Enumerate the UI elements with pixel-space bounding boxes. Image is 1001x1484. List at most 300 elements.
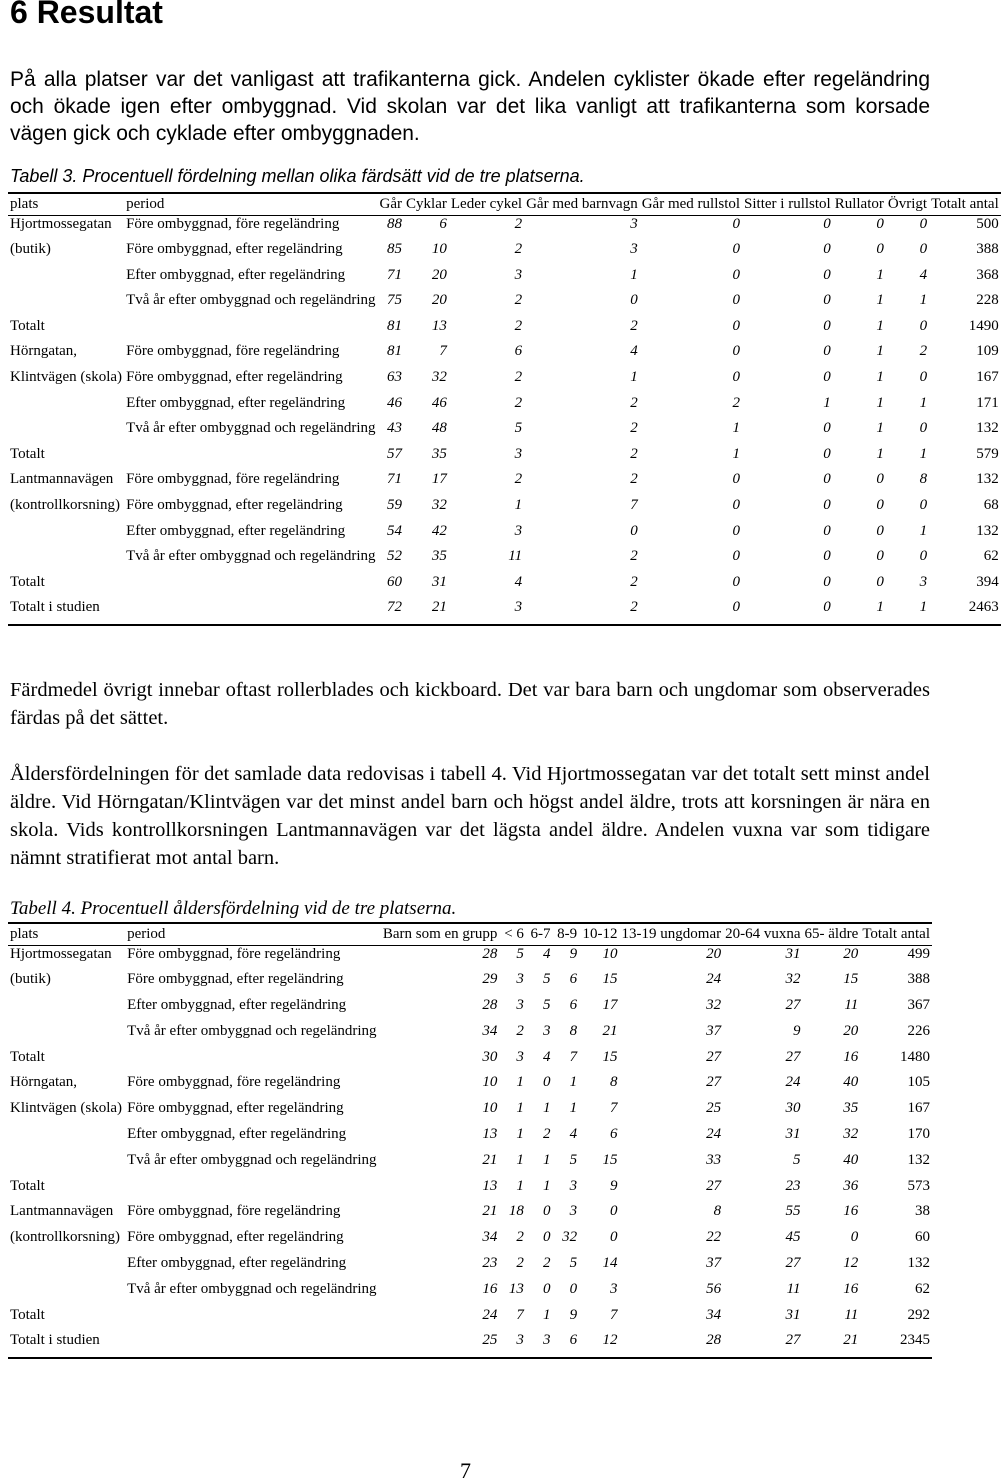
row-label: Hörngatan, xyxy=(10,1074,78,1091)
period-cell: Två år efter ombyggnad och regeländring xyxy=(126,420,376,437)
value-cell: 37 xyxy=(706,1022,722,1039)
value-cell: 23 xyxy=(785,1177,801,1194)
value-cell: 27 xyxy=(785,1048,801,1065)
table-row xyxy=(8,946,932,972)
value-cell: 1 xyxy=(876,445,884,462)
period-cell xyxy=(124,599,377,625)
row-label xyxy=(8,548,124,574)
value-cell: 43 xyxy=(387,420,403,437)
table-row xyxy=(8,1255,932,1281)
row-label: (butik) xyxy=(10,971,51,988)
period-cell: Två år efter ombyggnad och regeländring xyxy=(126,548,376,565)
row-label xyxy=(8,420,124,446)
value-cell: 14 xyxy=(602,1255,618,1272)
value-cell: 31 xyxy=(785,946,801,962)
value-cell: 54 xyxy=(387,522,403,539)
value-cell: 1 xyxy=(732,445,741,462)
value-cell: 0 xyxy=(919,420,928,437)
table-row xyxy=(8,497,1001,523)
period-cell xyxy=(124,574,377,600)
value-cell: 15 xyxy=(602,971,618,988)
value-cell: 3 xyxy=(543,1022,551,1039)
table-row xyxy=(8,395,1001,421)
value-cell: 0 xyxy=(919,369,928,386)
value-cell: 0 xyxy=(823,292,831,309)
table-row xyxy=(8,1332,932,1358)
value-cell: 10 xyxy=(602,946,618,962)
value-cell: 60 xyxy=(387,573,403,590)
value-cell: 2 xyxy=(630,394,638,411)
table-row xyxy=(8,241,1001,267)
value-cell: 1 xyxy=(876,266,884,283)
value-cell: 0 xyxy=(823,471,831,488)
period-cell: Före ombyggnad, efter regeländring xyxy=(126,497,343,514)
column-header: plats xyxy=(8,923,125,946)
row-label: Totalt xyxy=(10,573,45,590)
value-cell: 109 xyxy=(976,343,999,360)
value-cell: 6 xyxy=(439,216,447,232)
value-cell: 5 xyxy=(543,971,551,988)
table-row xyxy=(8,420,1001,446)
value-cell: 1 xyxy=(569,1100,578,1117)
period-cell xyxy=(125,1332,381,1358)
table4-caption: Tabell 4. Procentuell åldersfördelning vid de tre platserna. xyxy=(10,898,457,919)
value-cell: 2 xyxy=(514,394,523,411)
value-cell: 0 xyxy=(543,1203,551,1220)
column-header: Totalt antal xyxy=(860,923,932,946)
value-cell: 1 xyxy=(516,1126,524,1143)
value-cell: 63 xyxy=(387,369,403,386)
value-cell: 132 xyxy=(976,471,999,488)
row-label: Totalt xyxy=(10,1048,45,1065)
value-cell: 292 xyxy=(907,1306,930,1323)
value-cell: 34 xyxy=(482,1229,498,1246)
value-cell: 9 xyxy=(793,1022,801,1039)
value-cell: 0 xyxy=(876,573,884,590)
value-cell: 21 xyxy=(482,1203,498,1220)
period-cell xyxy=(125,1307,381,1333)
value-cell: 0 xyxy=(732,266,741,283)
value-cell: 16 xyxy=(843,1203,859,1220)
value-cell: 13 xyxy=(482,1126,498,1143)
value-cell: 29 xyxy=(482,971,498,988)
value-cell: 367 xyxy=(907,997,930,1014)
column-header: Sitter i rullstol xyxy=(742,193,833,216)
column-header: 8-9 xyxy=(553,923,580,946)
value-cell: 85 xyxy=(387,241,403,258)
value-cell: 33 xyxy=(706,1151,722,1168)
value-cell: 15 xyxy=(602,1151,618,1168)
value-cell: 20 xyxy=(431,292,447,309)
value-cell: 24 xyxy=(706,1126,722,1143)
period-cell: Två år efter ombyggnad och regeländring xyxy=(126,292,376,309)
value-cell: 8 xyxy=(569,1022,578,1039)
value-cell: 21 xyxy=(482,1151,498,1168)
value-cell: 1 xyxy=(543,1100,551,1117)
value-cell: 21 xyxy=(404,599,449,625)
value-cell: 1 xyxy=(516,1151,524,1168)
value-cell: 1480 xyxy=(900,1048,930,1065)
row-label xyxy=(8,1281,125,1307)
value-cell: 24 xyxy=(482,1306,498,1323)
value-cell: 4 xyxy=(569,1126,578,1143)
table-row xyxy=(8,1126,932,1152)
value-cell: 62 xyxy=(983,548,999,565)
value-cell: 3 xyxy=(630,216,638,232)
value-cell: 57 xyxy=(387,445,403,462)
value-cell: 17 xyxy=(602,997,618,1014)
value-cell: 6 xyxy=(569,997,578,1014)
value-cell: 1 xyxy=(919,445,928,462)
value-cell: 13 xyxy=(482,1177,498,1194)
table-row xyxy=(8,318,1001,344)
value-cell: 0 xyxy=(823,369,831,386)
value-cell: 34 xyxy=(482,1022,498,1039)
value-cell: 2 xyxy=(630,573,638,590)
value-cell: 2 xyxy=(514,317,523,334)
value-cell: 10 xyxy=(431,241,447,258)
value-cell: 20 xyxy=(431,266,447,283)
column-header: 10-12 xyxy=(579,923,619,946)
row-label xyxy=(8,1255,125,1281)
value-cell: 10 xyxy=(482,1100,498,1117)
value-cell: 32 xyxy=(431,497,447,514)
value-cell: 13 xyxy=(508,1280,524,1297)
section-heading: 6 Resultat xyxy=(10,0,163,30)
value-cell: 7 xyxy=(569,1048,578,1065)
value-cell: 579 xyxy=(976,445,999,462)
column-header: plats xyxy=(8,193,124,216)
value-cell: 3 xyxy=(569,1203,578,1220)
value-cell: 7 xyxy=(610,1306,618,1323)
value-cell: 3 xyxy=(630,241,638,258)
value-cell: 3 xyxy=(526,1332,553,1358)
value-cell: 4 xyxy=(543,1048,551,1065)
value-cell: 34 xyxy=(706,1306,722,1323)
value-cell: 27 xyxy=(785,1255,801,1272)
table-row xyxy=(8,574,1001,600)
value-cell: 5 xyxy=(543,997,551,1014)
period-cell: Före ombyggnad, före regeländring xyxy=(127,946,341,962)
table-header-row xyxy=(8,193,1001,216)
period-cell: Före ombyggnad, efter regeländring xyxy=(126,369,343,386)
table4 xyxy=(8,922,932,1359)
value-cell: 1 xyxy=(876,369,884,386)
period-cell: Före ombyggnad, efter regeländring xyxy=(127,1229,344,1246)
value-cell: 6 xyxy=(514,343,523,360)
value-cell: 0 xyxy=(732,522,741,539)
value-cell: 3 xyxy=(569,1177,578,1194)
table3 xyxy=(8,192,1001,626)
value-cell: 132 xyxy=(976,420,999,437)
value-cell: 24 xyxy=(785,1074,801,1091)
period-cell: Efter ombyggnad, efter regeländring xyxy=(127,1255,347,1272)
value-cell: 11 xyxy=(844,997,859,1014)
value-cell: 0 xyxy=(630,522,638,539)
row-label: Klintvägen (skola) xyxy=(10,1100,123,1117)
value-cell: 32 xyxy=(562,1229,578,1246)
value-cell: 1 xyxy=(876,394,884,411)
value-cell: 0 xyxy=(732,241,741,258)
value-cell: 2 xyxy=(514,216,523,232)
row-label: Totalt xyxy=(10,317,45,334)
value-cell: 75 xyxy=(387,292,403,309)
value-cell: 8 xyxy=(610,1074,618,1091)
value-cell: 5 xyxy=(569,1151,578,1168)
page-number: 7 xyxy=(460,1458,471,1483)
value-cell: 573 xyxy=(907,1177,930,1194)
value-cell: 9 xyxy=(610,1177,618,1194)
table-row xyxy=(8,997,932,1023)
value-cell: 48 xyxy=(431,420,447,437)
period-cell: Före ombyggnad, före regeländring xyxy=(126,216,340,232)
value-cell: 2 xyxy=(524,599,640,625)
value-cell: 16 xyxy=(843,1280,859,1297)
value-cell: 0 xyxy=(850,1229,859,1246)
value-cell: 6 xyxy=(553,1332,580,1358)
value-cell: 1 xyxy=(516,1177,524,1194)
value-cell: 0 xyxy=(823,343,831,360)
value-cell: 2 xyxy=(543,1126,551,1143)
value-cell: 0 xyxy=(732,216,741,232)
table-row xyxy=(8,292,1001,318)
value-cell: 59 xyxy=(387,497,403,514)
column-header: Cyklar xyxy=(404,193,449,216)
value-cell: 5 xyxy=(516,946,524,962)
period-cell: Före ombyggnad, före regeländring xyxy=(127,1203,341,1220)
value-cell: 1 xyxy=(543,1306,551,1323)
period-cell: Två år efter ombyggnad och regeländring xyxy=(127,1022,377,1039)
row-label: Totalt xyxy=(10,1306,45,1323)
value-cell: 35 xyxy=(431,548,447,565)
value-cell: 42 xyxy=(431,522,447,539)
value-cell: 2 xyxy=(630,317,638,334)
row-label: Totalt i studien xyxy=(8,1332,125,1358)
row-label: Lantmannavägen xyxy=(10,1203,114,1220)
value-cell: 1 xyxy=(823,394,831,411)
value-cell: 13 xyxy=(431,317,447,334)
value-cell: 1 xyxy=(919,292,928,309)
row-label xyxy=(8,997,125,1023)
value-cell: 1 xyxy=(516,1074,524,1091)
column-header: 6-7 xyxy=(526,923,553,946)
table3-caption: Tabell 3. Procentuell fördelning mellan olika färdsätt vid de tre platserna. xyxy=(10,166,585,186)
value-cell: 1 xyxy=(876,292,884,309)
value-cell: 4 xyxy=(919,266,928,283)
row-label xyxy=(8,292,124,318)
value-cell: 21 xyxy=(602,1022,618,1039)
value-cell: 0 xyxy=(876,216,884,232)
value-cell: 132 xyxy=(907,1151,930,1168)
row-label: (kontrollkorsning) xyxy=(10,1229,120,1246)
value-cell: 11 xyxy=(508,548,523,565)
column-header: Övrigt xyxy=(886,193,929,216)
period-cell: Efter ombyggnad, efter regeländring xyxy=(126,266,346,283)
value-cell: 1 xyxy=(732,420,741,437)
value-cell: 25 xyxy=(381,1332,500,1358)
value-cell: 0 xyxy=(919,317,928,334)
period-cell xyxy=(124,446,377,472)
value-cell: 1 xyxy=(833,599,886,625)
table-row xyxy=(8,1203,932,1229)
value-cell: 21 xyxy=(803,1332,861,1358)
table-row xyxy=(8,1074,932,1100)
value-cell: 0 xyxy=(732,343,741,360)
value-cell: 27 xyxy=(723,1332,802,1358)
value-cell: 17 xyxy=(431,471,447,488)
value-cell: 4 xyxy=(630,343,638,360)
table-row xyxy=(8,1100,932,1126)
period-cell: Efter ombyggnad, efter regeländring xyxy=(127,997,347,1014)
value-cell: 500 xyxy=(976,216,999,232)
value-cell: 7 xyxy=(516,1306,524,1323)
value-cell: 32 xyxy=(785,971,801,988)
value-cell: 37 xyxy=(706,1255,722,1272)
period-cell: Före ombyggnad, före regeländring xyxy=(126,343,340,360)
value-cell: 0 xyxy=(610,1203,618,1220)
row-label: (butik) xyxy=(10,241,51,258)
value-cell: 1490 xyxy=(968,317,999,334)
value-cell: 6 xyxy=(610,1126,618,1143)
value-cell: 71 xyxy=(387,266,403,283)
table-row xyxy=(8,267,1001,293)
value-cell: 3 xyxy=(516,971,524,988)
row-label xyxy=(8,1023,125,1049)
value-cell: 0 xyxy=(569,1280,578,1297)
intro-paragraph: På alla platser var det vanligast att trafikanterna gick. Andelen cyklister ökade efter regeländring och ökade igen efter ombyggnad. Vid skolan var det lika vanligt att trafikanterna som korsade vägen gick och cyklade efter ombyggnaden. xyxy=(10,68,930,145)
value-cell: 3 xyxy=(516,997,524,1014)
value-cell: 3 xyxy=(610,1280,618,1297)
row-label: Hörngatan, xyxy=(10,343,78,360)
value-cell: 9 xyxy=(569,946,578,962)
period-cell xyxy=(124,318,377,344)
value-cell: 0 xyxy=(876,497,884,514)
value-cell: 1 xyxy=(919,394,928,411)
value-cell: 1 xyxy=(569,1074,578,1091)
value-cell: 0 xyxy=(823,216,831,232)
value-cell: 1 xyxy=(543,1177,551,1194)
value-cell: 22 xyxy=(706,1229,722,1246)
value-cell: 32 xyxy=(431,369,447,386)
value-cell: 0 xyxy=(610,1229,618,1246)
value-cell: 0 xyxy=(742,599,833,625)
value-cell: 0 xyxy=(919,548,928,565)
table-row xyxy=(8,216,1001,242)
value-cell: 0 xyxy=(919,241,928,258)
column-header: < 6 xyxy=(499,923,526,946)
value-cell: 499 xyxy=(907,946,930,962)
column-header: Går med barnvagn xyxy=(524,193,640,216)
period-cell: Två år efter ombyggnad och regeländring xyxy=(127,1280,377,1297)
value-cell: 15 xyxy=(602,1048,618,1065)
value-cell: 0 xyxy=(630,292,638,309)
value-cell: 0 xyxy=(876,471,884,488)
value-cell: 0 xyxy=(543,1074,551,1091)
value-cell: 2 xyxy=(516,1022,524,1039)
row-label xyxy=(8,523,124,549)
table-header-row xyxy=(8,923,932,946)
value-cell: 16 xyxy=(843,1048,859,1065)
value-cell: 62 xyxy=(915,1280,930,1297)
value-cell: 71 xyxy=(387,471,403,488)
value-cell: 35 xyxy=(431,445,447,462)
value-cell: 30 xyxy=(482,1048,498,1065)
value-cell: 12 xyxy=(843,1255,859,1272)
row-label xyxy=(8,395,124,421)
value-cell: 1 xyxy=(886,599,929,625)
table-row xyxy=(8,548,1001,574)
value-cell: 0 xyxy=(823,573,831,590)
value-cell: 0 xyxy=(732,292,741,309)
value-cell: 1 xyxy=(543,1151,551,1168)
value-cell: 0 xyxy=(876,548,884,565)
row-label: Hjortmossegatan xyxy=(10,216,112,232)
value-cell: 2 xyxy=(630,445,638,462)
value-cell: 388 xyxy=(907,971,930,988)
value-cell: 0 xyxy=(919,497,928,514)
value-cell: 20 xyxy=(843,1022,859,1039)
value-cell: 170 xyxy=(907,1126,930,1143)
value-cell: 0 xyxy=(823,317,831,334)
period-cell: Två år efter ombyggnad och regeländring xyxy=(127,1151,377,1168)
value-cell: 0 xyxy=(823,522,831,539)
value-cell: 2463 xyxy=(929,599,1001,625)
value-cell: 3 xyxy=(514,266,523,283)
value-cell: 0 xyxy=(543,1280,551,1297)
value-cell: 228 xyxy=(976,292,999,309)
row-label xyxy=(8,1152,125,1178)
value-cell: 81 xyxy=(387,343,403,360)
value-cell: 12 xyxy=(579,1332,619,1358)
table-row xyxy=(8,1049,932,1075)
table-row xyxy=(8,971,932,997)
value-cell: 0 xyxy=(876,241,884,258)
value-cell: 7 xyxy=(610,1100,618,1117)
table-row xyxy=(8,1229,932,1255)
value-cell: 2 xyxy=(516,1255,524,1272)
value-cell: 132 xyxy=(976,522,999,539)
value-cell: 9 xyxy=(569,1306,578,1323)
value-cell: 6 xyxy=(569,971,578,988)
value-cell: 2 xyxy=(516,1229,524,1246)
value-cell: 27 xyxy=(706,1074,722,1091)
period-cell: Före ombyggnad, före regeländring xyxy=(126,471,340,488)
value-cell: 7 xyxy=(630,497,638,514)
value-cell: 3 xyxy=(514,445,523,462)
value-cell: 20 xyxy=(843,946,859,962)
value-cell: 5 xyxy=(793,1151,801,1168)
value-cell: 2 xyxy=(732,394,741,411)
value-cell: 388 xyxy=(976,241,999,258)
value-cell: 8 xyxy=(713,1203,722,1220)
value-cell: 27 xyxy=(706,1177,722,1194)
value-cell: 27 xyxy=(706,1048,722,1065)
value-cell: 55 xyxy=(785,1203,801,1220)
value-cell: 23 xyxy=(482,1255,498,1272)
value-cell: 0 xyxy=(732,369,741,386)
value-cell: 10 xyxy=(482,1074,498,1091)
value-cell: 0 xyxy=(823,548,831,565)
table-row xyxy=(8,1307,932,1333)
period-cell: Före ombyggnad, efter regeländring xyxy=(127,1100,344,1117)
value-cell: 2 xyxy=(630,548,638,565)
column-header: 65- äldre xyxy=(803,923,861,946)
value-cell: 0 xyxy=(876,522,884,539)
value-cell: 2 xyxy=(514,369,523,386)
value-cell: 4 xyxy=(514,573,523,590)
value-cell: 40 xyxy=(843,1151,859,1168)
value-cell: 2 xyxy=(543,1255,551,1272)
